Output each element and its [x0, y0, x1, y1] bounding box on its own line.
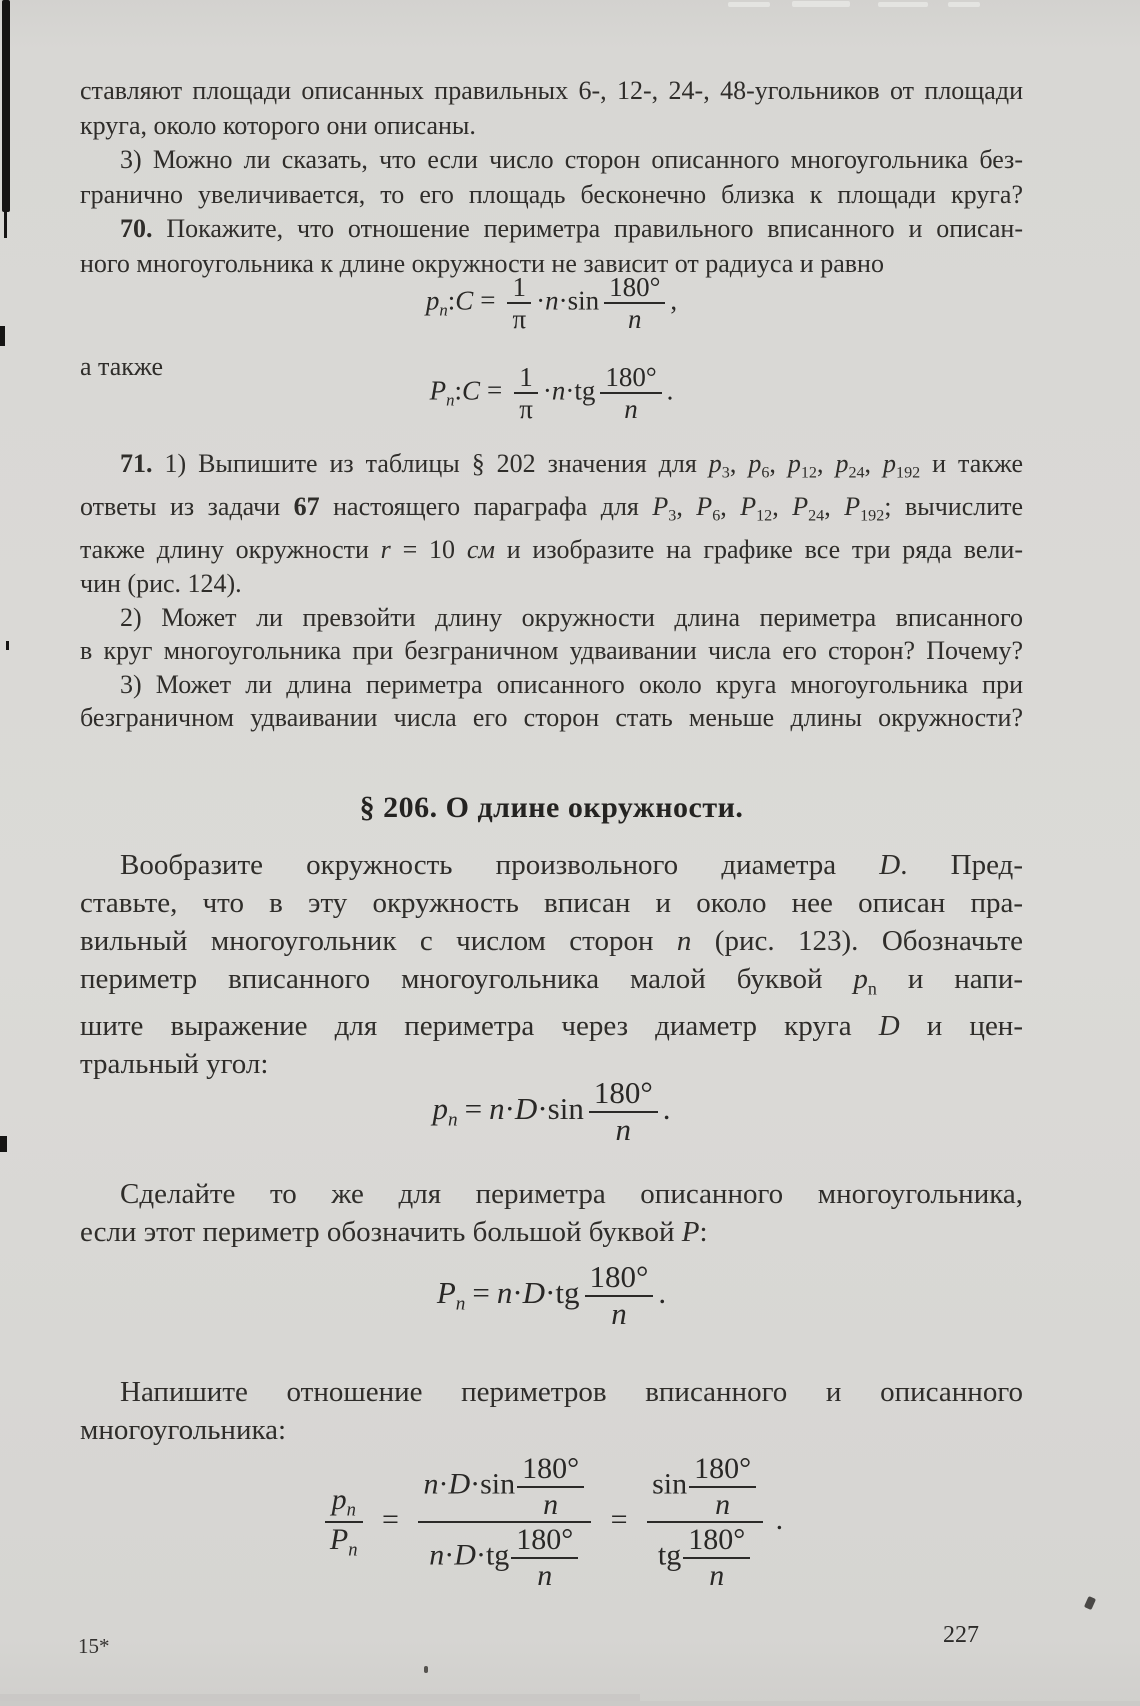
scan-edge-dot	[6, 641, 9, 650]
text-line	[80, 74, 1023, 109]
text-segment: D	[878, 1010, 900, 1043]
text-segment: многоугольника:	[80, 1414, 287, 1446]
text-line	[80, 490, 1023, 533]
math-token	[418, 1521, 591, 1592]
formula-perimeter-ratio	[80, 1452, 1023, 1592]
text-segment: шите выражение для периметра через диаметр круга	[80, 1010, 879, 1043]
text-segment: :	[699, 1216, 708, 1248]
math-token: .	[666, 375, 674, 406]
text-segment: и также	[920, 449, 1024, 478]
math-token: =	[464, 1090, 483, 1126]
math-token: p	[331, 1482, 347, 1516]
math-token: n	[689, 1486, 756, 1522]
scan-edge-mark-2	[0, 1136, 7, 1152]
scan-ghost-dash	[792, 1, 850, 7]
text-line	[80, 846, 1023, 884]
text-segment: 192	[896, 464, 921, 482]
text-line	[80, 567, 1023, 601]
math-token: n	[604, 302, 665, 334]
math-token: :	[454, 375, 462, 406]
fraction-big-ratio	[418, 1452, 591, 1592]
text-segment: Напишите отношение периметров вписанного и описанного	[120, 1376, 1023, 1408]
text-segment: вильный многоугольник с числом сторон	[80, 925, 677, 957]
math-token	[418, 1452, 591, 1521]
text-segment: ·sin	[470, 1467, 516, 1501]
formula-circumscribed-perimeter	[80, 1260, 1023, 1331]
paragraph-section-206-ratio	[80, 1373, 1023, 1449]
text-line	[80, 668, 1023, 702]
text-segment: P	[740, 492, 757, 522]
text-segment: чин (рис. 124).	[80, 569, 242, 599]
math-token: ·	[537, 1090, 548, 1126]
text-line	[80, 1175, 1023, 1213]
text-segment: n	[423, 1467, 439, 1501]
math-token: ·	[542, 375, 552, 406]
formula-circumscribed-perimeter-ratio	[80, 362, 1023, 424]
math-token: D	[514, 1090, 538, 1126]
text-segment: ,	[769, 449, 788, 478]
math-token: n	[545, 285, 559, 316]
math-subscript: n	[346, 1499, 356, 1521]
math-expression	[423, 1467, 515, 1500]
text-segment: ,	[720, 492, 741, 522]
math-expression	[429, 1539, 509, 1572]
text-segment: 3	[668, 507, 677, 525]
text-line	[80, 701, 1023, 735]
text-line	[80, 178, 1023, 213]
text-segment: 71.	[120, 449, 153, 478]
text-segment: n	[676, 925, 692, 957]
text-segment: P	[696, 492, 713, 522]
text-segment: p	[787, 449, 801, 478]
math-token: 180°	[589, 1259, 649, 1294]
text-segment: 1) Выпишите из таблицы § 202 значения для	[152, 449, 709, 478]
math-token: n	[551, 375, 566, 406]
text-segment: в круг многоугольника при безграничном удваивании числа его сторон? Почему?	[80, 636, 1023, 666]
math-token: sin	[652, 1467, 688, 1501]
math-token: .	[775, 1503, 784, 1537]
text-line	[80, 109, 1023, 144]
math-token: n	[496, 1274, 513, 1310]
math-token: 1	[512, 272, 527, 302]
math-token: ·	[545, 1274, 556, 1310]
math-token	[647, 1521, 763, 1592]
math-token: 180°	[516, 1523, 574, 1557]
text-line	[80, 960, 1023, 1007]
math-token: 180°	[688, 1523, 746, 1557]
math-token: .	[662, 1090, 671, 1126]
text-segment: Покажите, что отношение периметра правильного вписанного и описан-	[152, 214, 1023, 243]
page-signature: 15*	[78, 1634, 110, 1658]
scan-edge-bar-tail	[4, 212, 7, 238]
formula-inscribed-perimeter	[80, 1076, 1023, 1147]
math-token: tg	[574, 375, 596, 406]
math-token: ,	[670, 285, 678, 316]
text-segment: r	[380, 535, 391, 565]
text-segment: тральный угол:	[80, 1048, 269, 1081]
text-segment: также длину окружности	[80, 535, 381, 565]
fraction-180-over-n	[683, 1523, 750, 1592]
scan-speck	[424, 1666, 428, 1673]
text-segment: Вообразите окружность произвольного диаметра	[120, 849, 880, 881]
fraction-180-over-n	[517, 1452, 584, 1521]
text-segment: ного многоугольника к длине окружности не зависит от радиуса и равно	[80, 248, 884, 278]
math-token: ·	[512, 1274, 523, 1310]
fraction-180-over-n	[585, 1260, 654, 1331]
text-line	[80, 533, 1023, 567]
text-segment: D	[454, 1538, 476, 1572]
text-segment: n	[867, 978, 877, 999]
text-segment: p	[748, 449, 762, 478]
math-token: =	[480, 285, 496, 316]
page-number: 227	[943, 1622, 979, 1648]
text-segment: ответы из задачи	[80, 492, 294, 522]
text-line	[80, 1373, 1023, 1411]
text-segment: и изобразите на графике все три ряда вели-	[494, 535, 1023, 565]
text-segment: ставляют площади описанных правильных 6-, 12-, 24-, 48-угольников от площади	[80, 76, 1023, 105]
math-token: n	[600, 392, 661, 424]
text-segment: P	[844, 492, 861, 522]
math-token: tg	[657, 1538, 682, 1572]
text-segment: 12	[800, 464, 817, 482]
text-segment: 192	[860, 507, 885, 525]
text-segment: ,	[676, 492, 697, 522]
math-token: P	[329, 1523, 349, 1557]
text-segment: периметр вписанного многоугольника малой буквой	[80, 963, 854, 995]
math-token: P	[429, 375, 447, 406]
math-token: .	[658, 1274, 667, 1310]
text-segment: ,	[816, 449, 836, 478]
scan-edge-mark	[0, 326, 5, 346]
math-token: P	[436, 1274, 456, 1310]
text-segment: настоящего параграфа для	[319, 492, 653, 522]
math-token: π	[514, 392, 538, 424]
math-token: n	[585, 1295, 654, 1332]
text-segment: P	[681, 1216, 700, 1248]
math-token: 180°	[605, 362, 657, 392]
text-segment: p	[853, 963, 868, 995]
text-segment: ,	[824, 492, 845, 522]
text-segment: гранично увеличивается, то его площадь бесконечно близка к площади круга?	[80, 179, 1023, 209]
math-token: ·	[504, 1090, 515, 1126]
math-token: C	[461, 375, 480, 406]
text-segment: D	[448, 1467, 471, 1501]
math-subscript: n	[348, 1539, 358, 1561]
math-token: D	[522, 1274, 546, 1310]
fraction-180-over-n	[600, 362, 661, 424]
paragraph-problem-71	[80, 447, 1023, 735]
math-token: π	[507, 302, 531, 334]
text-segment: 3) Можно ли сказать, что если число сторон описанного многоугольника без-	[120, 145, 1023, 174]
text-segment: и цен-	[899, 1010, 1023, 1043]
text-segment: (рис. 123). Обозначьте	[691, 925, 1023, 957]
text-segment: n	[429, 1538, 445, 1572]
text-segment: p	[708, 449, 722, 478]
math-token: n	[589, 1111, 658, 1148]
math-subscript: n	[446, 390, 455, 410]
text-segment: 6	[712, 507, 721, 525]
text-segment: ·	[444, 1538, 455, 1572]
text-segment: = 10	[390, 535, 467, 565]
text-segment: Сделайте то же для периметра описанного многоугольника,	[120, 1178, 1023, 1210]
text-segment: ,	[864, 449, 884, 478]
text-segment: . Пред-	[900, 849, 1023, 881]
section-heading: § 206. О длине окружности.	[359, 791, 744, 824]
fraction-sin-over-tg	[647, 1452, 763, 1592]
text-segment: p	[883, 449, 897, 478]
text-segment: и напи-	[876, 963, 1023, 995]
text-line	[80, 884, 1023, 922]
math-token: tg	[555, 1274, 580, 1310]
math-token: n	[683, 1557, 750, 1593]
math-subscript: n	[455, 1293, 466, 1315]
paragraph-section-206-circumscribed	[80, 1175, 1023, 1251]
text-segment: ·tg	[475, 1538, 510, 1572]
text-segment: 24	[808, 507, 825, 525]
scan-bottom-shadow-2	[0, 1701, 1140, 1706]
math-token	[647, 1452, 763, 1521]
text-segment: 3) Может ли длина периметра описанного около круга многоугольника при	[120, 669, 1023, 699]
math-token: sin	[547, 1090, 584, 1126]
text-segment: ставьте, что в эту окружность вписан и около нее описан пра-	[80, 887, 1023, 919]
fraction-pn-over-Pn	[325, 1483, 363, 1562]
math-token: C	[455, 285, 474, 316]
text-segment: 24	[848, 464, 865, 482]
math-token: 180°	[694, 1452, 752, 1485]
math-token: ·	[536, 285, 546, 316]
scan-ghost-dash	[948, 2, 980, 7]
scan-ghost-dash	[728, 2, 770, 7]
math-subscript: n	[448, 1109, 458, 1131]
scan-edge-bar	[2, 0, 10, 212]
text-segment: ,	[772, 492, 793, 522]
math-token	[325, 1483, 363, 1521]
text-segment: см	[466, 535, 495, 565]
math-token: n	[489, 1090, 505, 1126]
fraction-1-over-pi	[514, 362, 538, 424]
math-token: =	[486, 375, 503, 406]
text-line	[80, 143, 1023, 178]
text-segment: 2) Может ли превзойти длину окружности длина периметра вписанного	[120, 602, 1023, 632]
text-segment: 67	[293, 492, 320, 522]
scan-ghost-dash	[878, 2, 928, 7]
math-token: sin	[567, 285, 600, 316]
text-segment: 70.	[120, 214, 153, 243]
text-line	[80, 601, 1023, 635]
fraction-180-over-n	[689, 1452, 756, 1521]
text-segment: P	[652, 492, 669, 522]
text-segment: D	[879, 849, 901, 881]
math-token: n	[517, 1486, 584, 1522]
scan-speck	[1084, 1596, 1096, 1610]
math-token: 180°	[609, 272, 661, 302]
math-token: n	[511, 1557, 578, 1593]
text-segment: P	[792, 492, 809, 522]
fraction-180-over-n	[589, 1076, 658, 1147]
math-token: :	[447, 285, 456, 316]
text-line	[80, 1213, 1023, 1251]
math-token: ·	[558, 285, 568, 316]
math-token: =	[382, 1503, 399, 1537]
math-token: =	[472, 1274, 490, 1310]
paragraph-problems-top	[80, 74, 1023, 281]
connector-text: а также	[80, 352, 164, 381]
fraction-1-over-pi	[507, 272, 531, 334]
text-line	[80, 212, 1023, 247]
text-segment: ; вычислите	[884, 492, 1024, 522]
text-line	[80, 1007, 1023, 1045]
text-segment: круга, около которого они описаны.	[80, 110, 476, 140]
math-token: 180°	[522, 1452, 580, 1485]
math-token: 180°	[593, 1075, 653, 1110]
text-segment: если этот периметр обозначить большой буквой	[80, 1216, 682, 1248]
text-line	[80, 922, 1023, 960]
math-token: 1	[519, 362, 533, 392]
formula-inscribed-perimeter-ratio	[80, 272, 1023, 334]
text-segment: 12	[756, 507, 773, 525]
text-segment: ,	[729, 449, 749, 478]
math-token: p	[432, 1090, 448, 1126]
paragraph-section-206-intro	[80, 846, 1023, 1083]
text-line	[80, 634, 1023, 668]
math-subscript: n	[439, 300, 448, 320]
text-segment: 3	[721, 464, 730, 482]
math-token: p	[425, 285, 440, 316]
text-segment: p	[835, 449, 849, 478]
text-segment: ·	[438, 1467, 449, 1501]
text-line	[80, 447, 1023, 490]
text-line	[80, 1411, 1023, 1449]
math-token	[325, 1521, 363, 1561]
text-segment: безграничном удваивании числа его сторон стать меньше длины окружности?	[80, 703, 1023, 733]
fraction-180-over-n	[604, 272, 665, 334]
fraction-180-over-n	[511, 1523, 578, 1592]
math-token: ·	[565, 375, 575, 406]
text-segment: 6	[761, 464, 770, 482]
math-token: =	[610, 1503, 628, 1537]
